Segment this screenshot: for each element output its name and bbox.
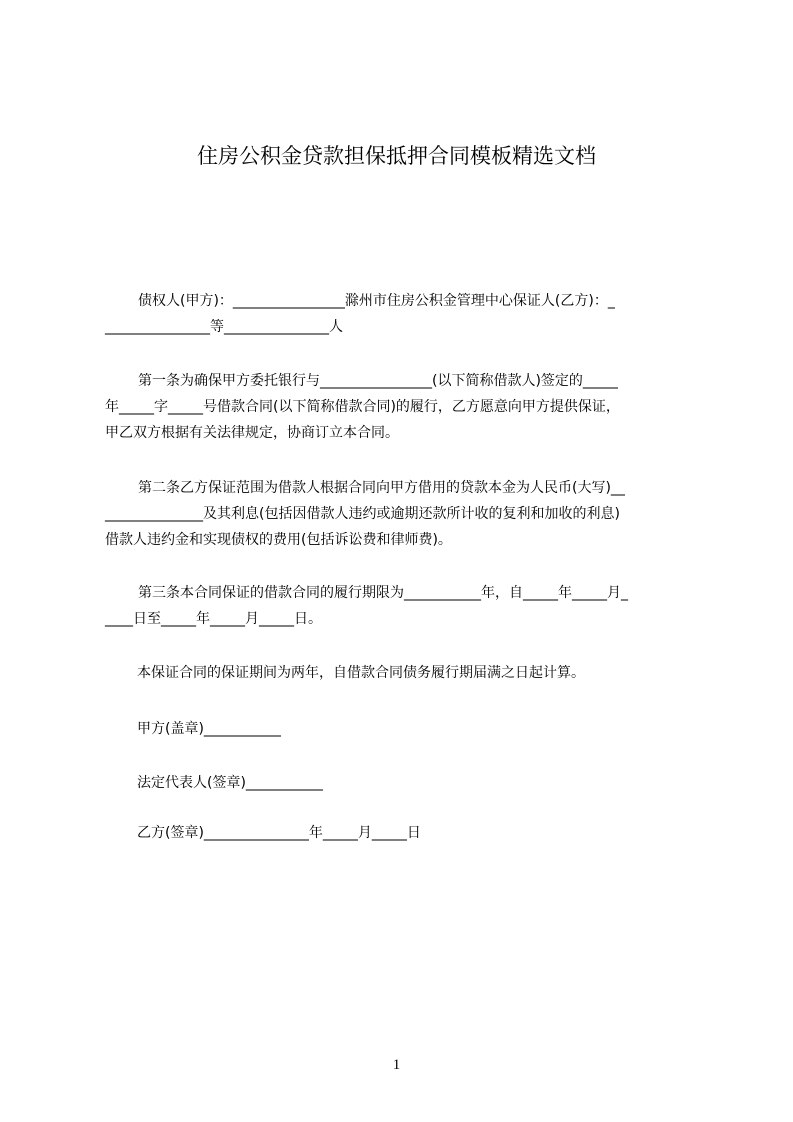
paragraph-line: 借款人违约金和实现债权的费用(包括诉讼费和律师费)。 — [105, 532, 452, 548]
document-title: 住房公积金贷款担保抵押合同模板精选文档 — [197, 144, 596, 168]
paragraph-line: ____日至_____年_____月_____日。 — [105, 611, 322, 627]
paragraph-line: 甲乙双方根据有关法律规定，协商订立本合同。 — [105, 425, 399, 441]
party-a-seal-line: 甲方(盖章)___________ — [137, 721, 281, 737]
guarantee-period-text: 本保证合同的保证期间为两年，自借款合同债务履行期届满之日起计算。 — [137, 665, 585, 681]
article-three-paragraph — [105, 580, 705, 632]
legal-representative-signature-line: 法定代表人(签章)___________ — [137, 775, 323, 791]
paragraph-line: 第一条为确保甲方委托银行与________________(以下简称借款人)签定的_____ — [138, 373, 618, 389]
paragraph-line: 债权人(甲方)：________________滁州市住房公积金管理中心保证人(乙方)：_ — [138, 293, 615, 309]
paragraph-line: 年_____字_____号借款合同(以下简称借款合同)的履行，乙方愿意向甲方提供保证， — [105, 399, 620, 415]
party-b-signature-date-line: 乙方(签章)_______________年_____月_____日 — [137, 825, 421, 841]
page-number: 1 — [392, 1057, 401, 1073]
paragraph-line: 第二条乙方保证范围为借款人根据合同向甲方借用的贷款本金为人民币(大写)__ — [138, 480, 625, 496]
article-one-paragraph — [105, 368, 705, 446]
paragraph-line: 第三条本合同保证的借款合同的履行期限为___________年，自_____年_____月_ — [138, 585, 628, 601]
article-two-paragraph — [105, 475, 705, 553]
paragraph-line: ______________及其利息(包括因借款人违约或逾期还款所计收的复利和加收的利息) — [105, 506, 620, 522]
paragraph-line: _______________等_______________人 — [105, 319, 343, 335]
creditor-guarantor-paragraph — [105, 288, 705, 340]
